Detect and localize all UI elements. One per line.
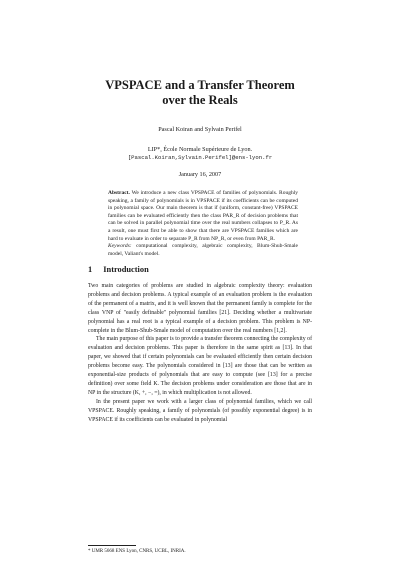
body-text	[88, 282, 312, 425]
section-heading	[88, 265, 149, 274]
footnote-rule	[88, 545, 136, 546]
section-number: 1	[88, 265, 93, 274]
paragraph-3: In the present paper we work with a larger class of polynomial families, which we call VPSPACE. Roughly speaking, a family of polynomials (of possibly exponential degree) is in VPSPACE if its coefficients can be evaluated in polynomial	[88, 398, 312, 423]
section-title: Introduction	[103, 265, 149, 274]
paper-emails: [Pascal.Koiran,Sylvain.Perifel]@ens-lyon.fr	[127, 154, 273, 161]
abstract-text: We introduce a new class VPSPACE of families of polynomials. Roughly speaking, a family of polynomials is in VPSPACE if its coefficients can be computed in polynomial space. Our main theorem is that if (uniform, constant-free) VPSPACE families can be evaluated efficiently then the class PAR_R of decision problems that can be solved in parallel polynomial time over the real numbers collapses to P_R. As a result, one must first be able to show that there are VPSPACE families which are hard to evaluate in order to separate P_R from NP_R, or even from PAR_R.	[108, 190, 298, 242]
keywords-text: computational complexity, algebraic complexity, Blum-Shub-Smale model, Valiant's model.	[108, 243, 298, 257]
abstract-block	[108, 190, 298, 258]
abstract-label: Abstract.	[108, 190, 130, 196]
paragraph-1: Two main categories of problems are studied in algebraic complexity theory: evaluation problems and decision problems. A typical example of an evaluation problem is the evaluation of the permanent of a matrix, and it is well known that the permanent family is complete for the class VNP of "easily definable" polynomial families [21]. Deciding whether a multivariate polynomial has a real root is a typical example of a decision problem. This problem is NP-complete in the Blum-Shub-Smale model of computation over the real numbers [1,2].	[88, 283, 312, 334]
paper-authors: Pascal Koiran and Sylvain Perifel	[158, 126, 242, 133]
paper-title-line-1: VPSPACE and a Transfer Theorem	[105, 78, 295, 92]
paragraph-2: The main purpose of this paper is to provide a transfer theorem connecting the complexity of evaluation and decision problems. This paper is therefore in the same spirit as [13]. In that paper, we showed that if certain polynomials can be evaluated efficiently then certain decision problems become easy. The polynomials considered in [13] are those that can be written as exponential-size products of polynomials that are easy to compute (see [13] for a precise definition) over some field K. The decision problems under consideration are those that are in NP in the structure (K, +, −, =), in which multiplication is not allowed.	[88, 336, 312, 396]
paper-title-line-2: over the Reals	[162, 93, 238, 107]
paper-affiliation: LIP*, École Normale Supérieure de Lyon.	[147, 146, 253, 153]
keywords-label: Keywords:	[108, 243, 132, 250]
footnote: * UMR 5668 ENS Lyon, CNRS, UCBL, INRIA.	[88, 549, 186, 554]
paper-date: January 16, 2007	[178, 171, 222, 178]
